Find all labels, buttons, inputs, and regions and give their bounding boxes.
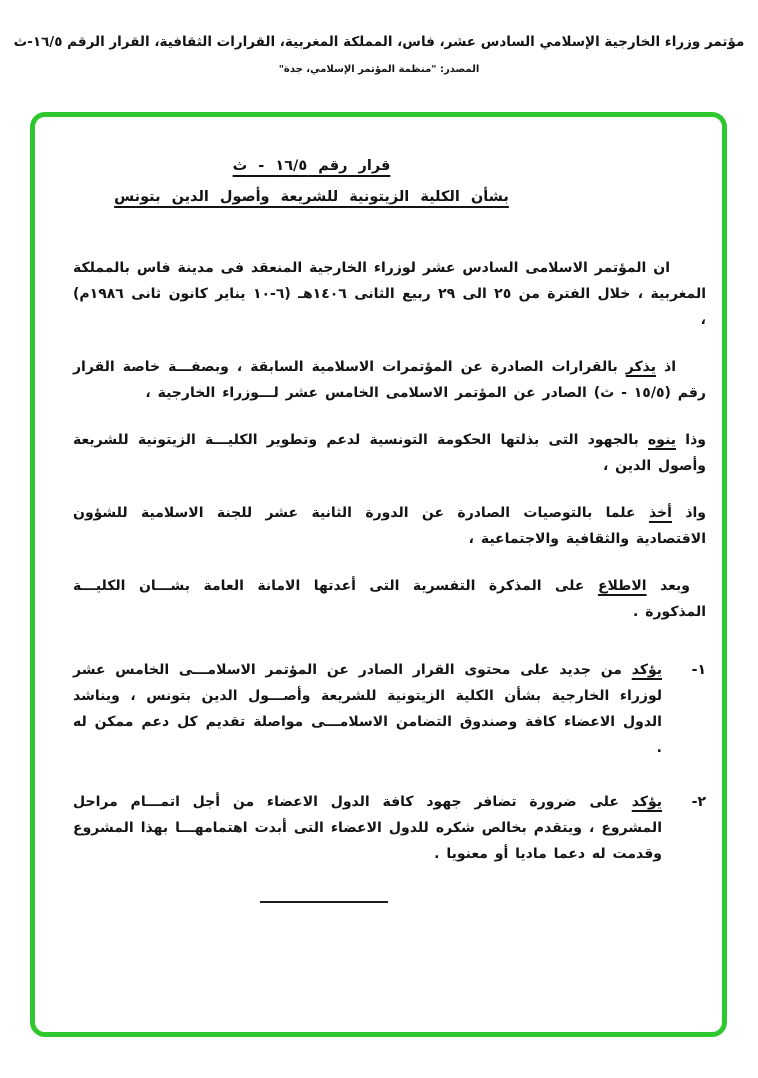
text-segment: بالجهود التى بذلتها الحكومة التونسية لدعم وتطوير الكليـــة الزيتونية للشريعة وأصول الدين ، — [73, 432, 706, 474]
document-body — [73, 151, 706, 903]
resolution-number-title: قرار رقم ١٦/٥ - ث — [232, 158, 391, 174]
text-segment: أخذ — [648, 505, 672, 521]
resolution-clauses — [73, 657, 706, 867]
paragraph-taking-note — [73, 500, 706, 552]
paragraph-recalling — [73, 354, 706, 406]
text-segment: الاطلاع — [597, 578, 647, 594]
text-segment: ان المؤتمر الاسلامى السادس عشر لوزراء الخارجية المنعقد فى مدينة فاس بالمملكة المغربية ، خلال الفترة من ٢٥ الى ٢٩ ربيع الثانى ١٤٠٦هـ (٦-١٠ يناير كانون ثانى ١٩٨٦م) ، — [73, 260, 706, 328]
end-divider — [260, 901, 388, 903]
text-segment: على ضرورة تضافر جهود كافة الدول الاعضاء من أجل اتمـــام مراحل المشروع ، ويتقدم بخالص شكره للدول الاعضاء التى أبدت اهتمامهـــا بهذا المشروع وقدمت له دعما ماديا أو معنويا . — [73, 794, 662, 862]
text-segment: علما بالتوصيات الصادرة عن الدورة الثانية عشر للجنة الاسلامية للشؤون الاقتصادية والثقافية والاجتماعية ، — [73, 505, 706, 547]
resolution-clause-2 — [73, 789, 706, 867]
green-border-frame — [30, 112, 727, 1037]
text-segment: يؤكد — [631, 662, 662, 678]
text-segment: يؤكد — [631, 794, 662, 810]
clause-2-number: ٢- — [691, 794, 706, 810]
text-segment: وذا — [676, 432, 706, 448]
resolution-subject-title: بشأن الكلية الزيتونية للشريعة وأصول الدين بتونس — [114, 189, 509, 205]
text-segment: بالقرارات الصادرة عن المؤتمرات الاسلامية السابقة ، وبصفـــة خاصة القرار رقم (١٥/٥ - ث) الصادر عن المؤتمر الاسلامى الخامس عشر لـــوزراء الخارجية ، — [73, 359, 706, 401]
clause-2-text — [73, 789, 662, 867]
clause-1-text — [73, 657, 662, 761]
resolution-title-block — [0, 151, 628, 213]
text-segment: على المذكرة التفسرية التى أعدتها الامانة العامة بشـــان الكليـــة المذكورة . — [73, 578, 706, 620]
document-source-line: المصدر: "منظمة المؤتمر الإسلامي، جدة" — [278, 64, 480, 75]
text-segment: من جديد على محتوى القرار الصادر عن المؤتمر الاسلامـــى الخامس عشر لوزراء الخارجية بشأن الكلية الزيتونية للشريعة وأصـــول الدين بتونس ، ويناشد الدول الاعضاء كافة وصندوق التضامن الاسلامـــى مواصلة تقديم كل دعم ممكن له . — [73, 662, 662, 756]
text-segment: واذ — [671, 505, 707, 521]
resolution-clause-1 — [73, 657, 706, 761]
paragraph-preamble — [73, 255, 706, 333]
document-header-citation: مؤتمر وزراء الخارجية الإسلامي السادس عشر، فاس، المملكة المغربية، القرارات الثقافية، القرار الرقم ١٦/٥-ث — [13, 34, 745, 50]
paragraph-having-reviewed — [73, 573, 706, 625]
text-segment: ينوه — [648, 432, 677, 448]
clause-1-number: ١- — [691, 662, 706, 678]
text-segment: اذ — [655, 359, 677, 375]
text-segment: يذكر — [625, 359, 656, 375]
text-segment: وبعد — [646, 578, 690, 594]
paragraph-commending — [73, 427, 706, 479]
